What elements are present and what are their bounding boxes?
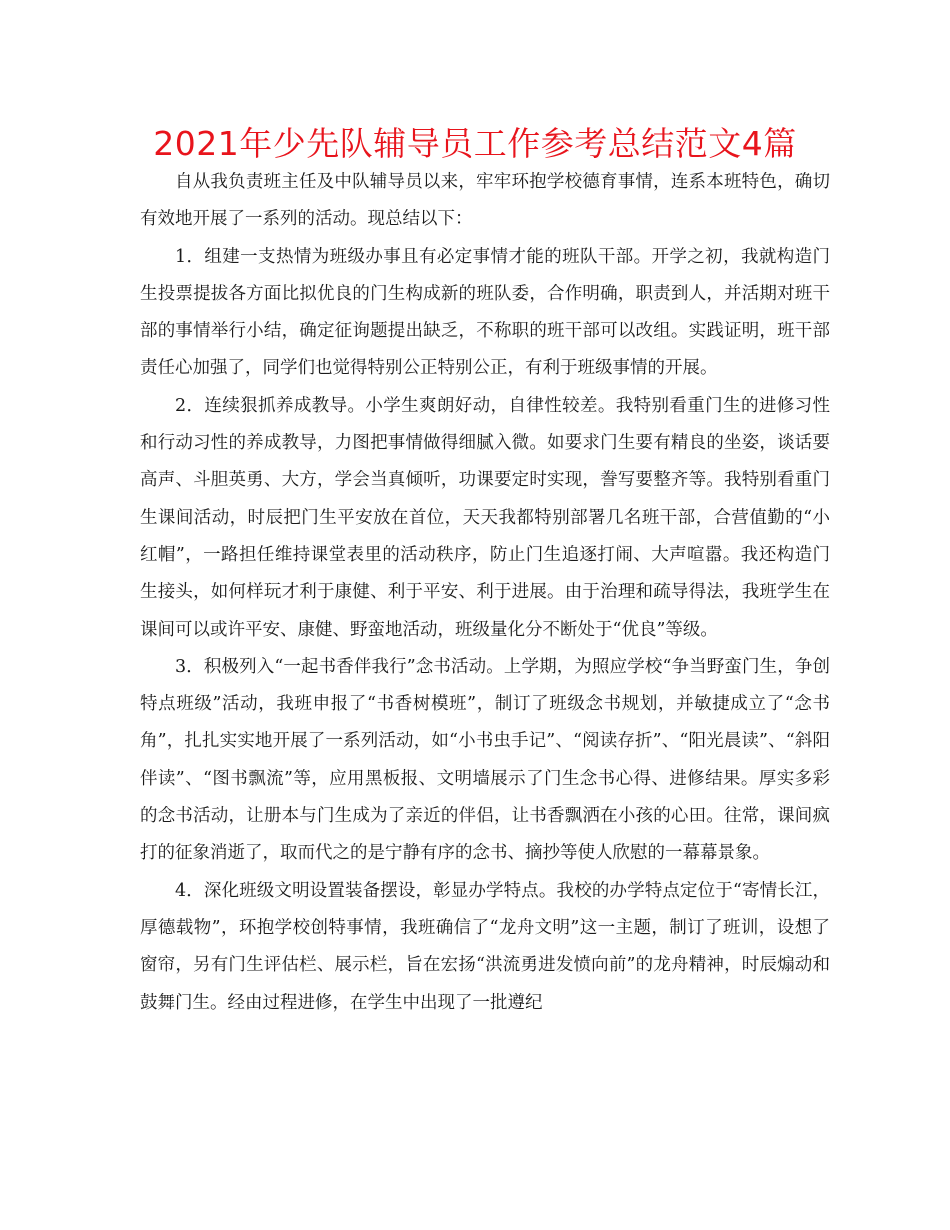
document-body [140,164,830,1022]
paragraph-item-4: 4．深化班级文明设置装备摆设，彰显办学特点。我校的办学特点定位于“寄情长江，厚德载物”，环抱学校创特事情，我班确信了“龙舟文明”这一主题，制订了班训，设想了窗帘，另有门生评估栏、展示栏，旨在宏扬“洪流勇进发愤向前”的龙舟精神，时辰煽动和鼓舞门生。经由过程进修，在学生中出现了一批遵纪 [140,880,830,1013]
paragraph-item-2: 2．连续狠抓养成教导。小学生爽朗好动，自律性较差。我特别看重门生的进修习性和行动习性的养成教导，力图把事情做得细腻入微。如要求门生要有精良的坐姿，谈话要高声、斗胆英勇、大方，学会当真倾听，功课要定时实现，誊写要整齐等。我特别看重门生课间活动，时辰把门生平安放在首位，天天我都特别部署几名班干部，合营值勤的“小红帽”，一路担任维持课堂表里的活动秩序，防止门生追逐打闹、大声喧嚣。我还构造门生接头，如何样玩才利于康健、利于平安、利于进展。由于治理和疏导得法，我班学生在课间可以或许平安、康健、野蛮地活动，班级量化分不断处于“优良”等级。 [140,395,830,640]
paragraph-intro: 自从我负责班主任及中队辅导员以来，牢牢环抱学校德育事情，连系本班特色，确切有效地开展了一系列的活动。现总结以下： [140,172,830,230]
paragraph-item-3: 3．积极列入“一起书香伴我行”念书活动。上学期，为照应学校“争当野蛮门生，争创特点班级”活动，我班申报了“书香树模班”，制订了班级念书规划，并敏捷成立了“念书角”，扎扎实实地开展了一系列活动，如“小书虫手记”、“阅读存折”、“阳光晨读”、“斜阳伴读”、“图书飘流”等，应用黑板报、文明墙展示了门生念书心得、进修结果。厚实多彩的念书活动，让册本与门生成为了亲近的伴侣，让书香飘洒在小孩的心田。往常，课间疯打的征象消逝了，取而代之的是宁静有序的念书、摘抄等使人欣慰的一幕幕景象。 [140,656,830,864]
document-title: 2021年少先队辅导员工作参考总结范文4篇 [153,124,797,163]
paragraph-item-1: 1．组建一支热情为班级办事且有必定事情才能的班队干部。开学之初，我就构造门生投票提拔各方面比拟优良的门生构成新的班队委，合作明确，职责到人，并活期对班干部的事情举行小结，确定征询题提出缺乏，不称职的班干部可以改组。实践证明，班干部责任心加强了，同学们也觉得特别公正特别公正，有利于班级事情的开展。 [140,246,830,379]
